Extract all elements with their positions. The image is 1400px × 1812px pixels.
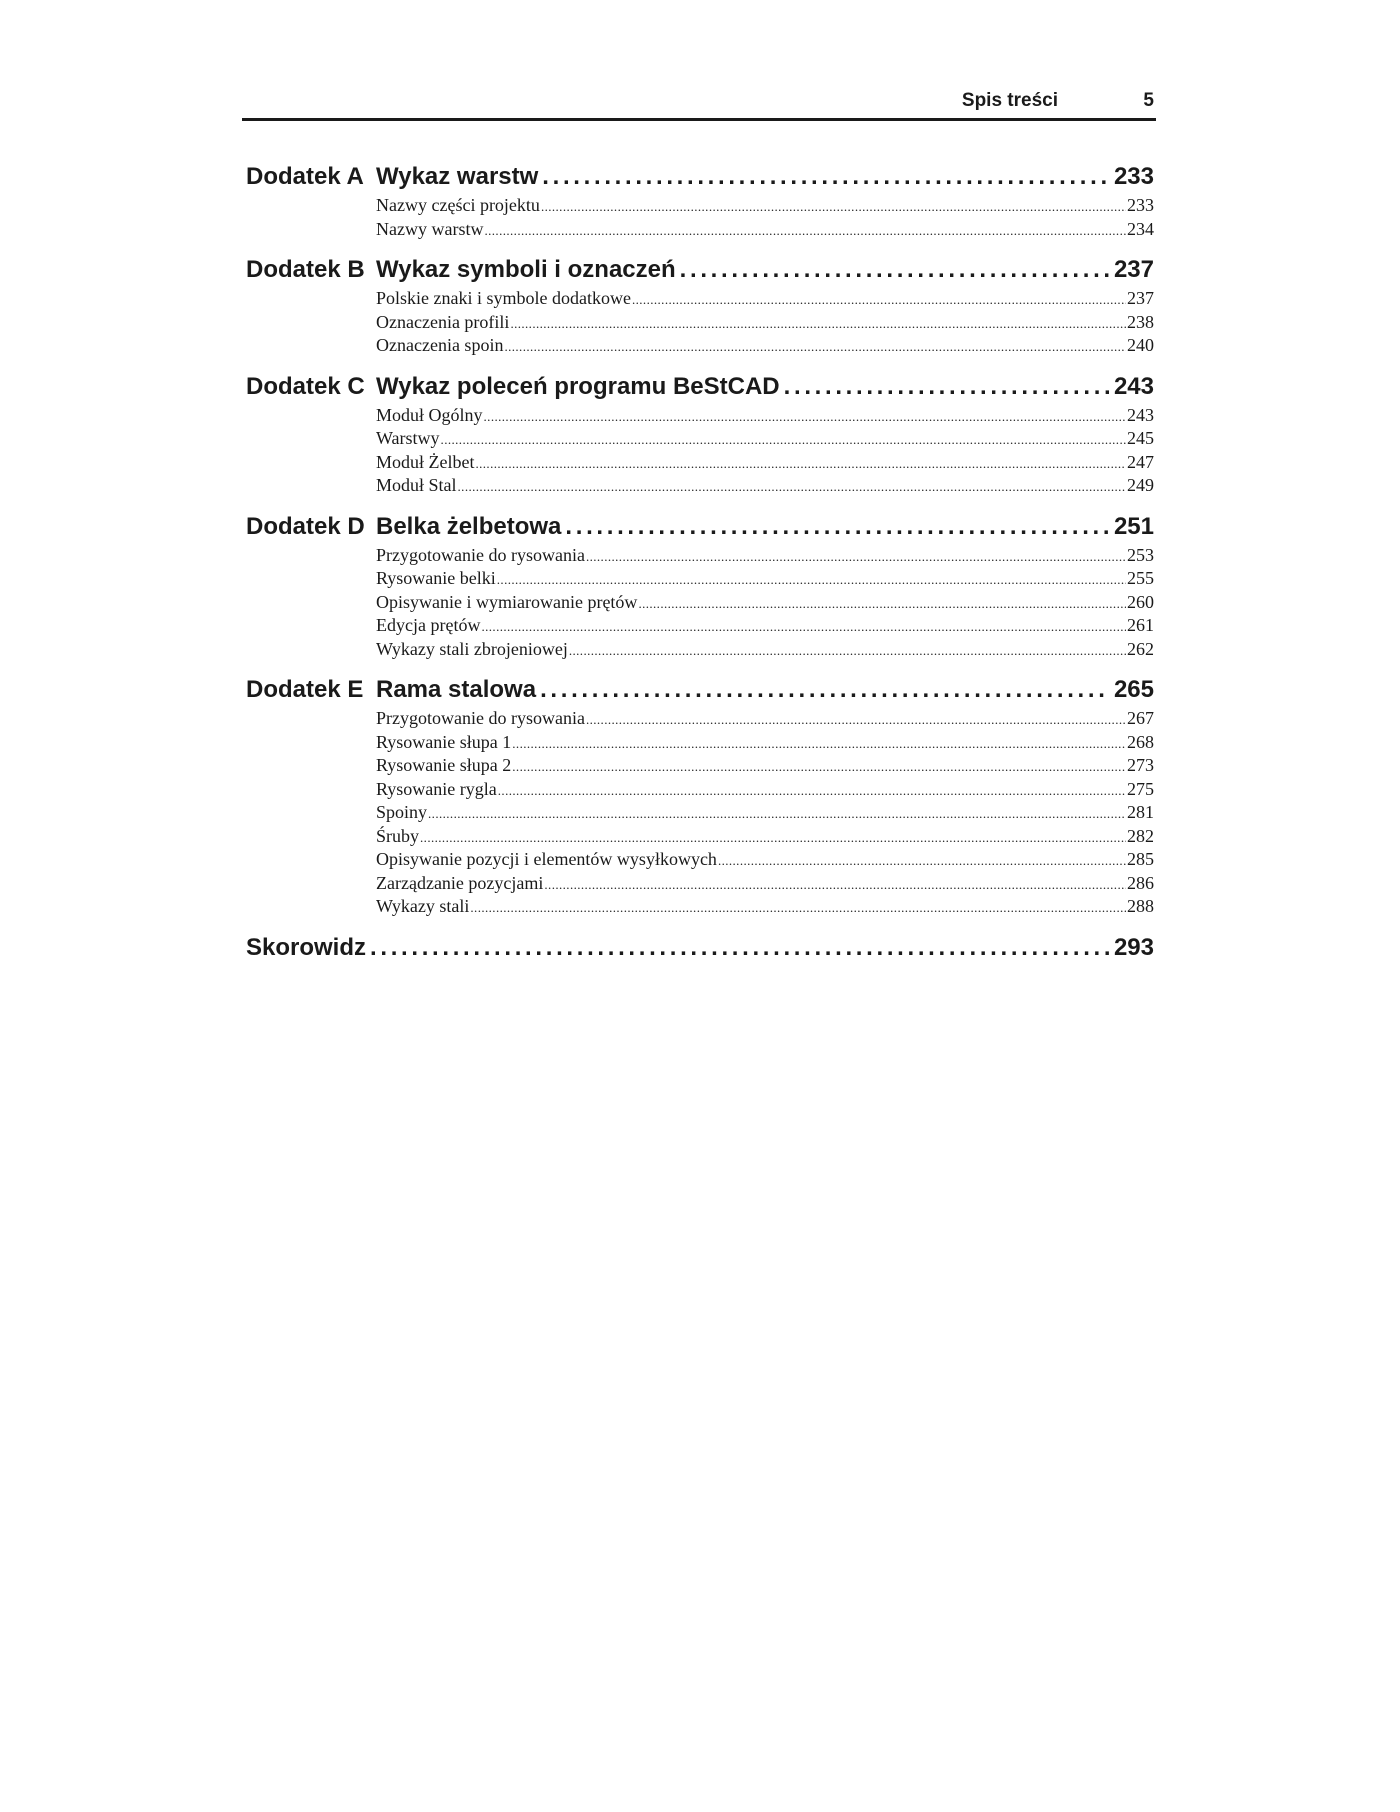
section-title: Nazwy części projektu — [376, 195, 540, 215]
toc-chapter — [246, 510, 1154, 662]
section-page-number: 260 — [1127, 591, 1154, 612]
toc-section-entry[interactable] — [376, 474, 1154, 498]
toc-section-entry[interactable] — [376, 707, 1154, 731]
section-page-number: 261 — [1127, 615, 1154, 635]
chapter-page-number: 243 — [1113, 372, 1154, 400]
toc-section-entry[interactable] — [376, 754, 1154, 778]
chapter-label: Dodatek D — [246, 512, 365, 540]
toc-section-entry[interactable] — [376, 334, 1154, 358]
section-title: Polskie znaki i symbole dodatkowe — [376, 288, 631, 308]
dot-leader — [565, 510, 1110, 544]
section-list — [376, 404, 1154, 498]
chapter-page-number: 233 — [1113, 163, 1154, 190]
section-title: Przygotowanie do rysowania — [376, 544, 585, 565]
section-page-number: 253 — [1127, 544, 1154, 565]
chapter-label: Dodatek C — [246, 372, 365, 400]
dot-leader — [420, 825, 1126, 850]
chapter-heading[interactable] — [246, 160, 1154, 194]
dot-leader — [484, 218, 1126, 243]
section-title: Wykazy stali — [376, 896, 470, 916]
toc-section-entry[interactable] — [376, 567, 1154, 591]
dot-leader — [569, 638, 1126, 663]
section-title: Śruby — [376, 825, 420, 846]
section-page-number: 268 — [1127, 731, 1154, 752]
toc-section-entry[interactable] — [376, 872, 1154, 896]
section-list — [376, 544, 1154, 662]
section-list — [376, 707, 1154, 919]
section-title: Moduł Stal — [376, 475, 457, 495]
chapter-label: Dodatek E — [246, 676, 364, 703]
section-title: Oznaczenia profili — [376, 311, 510, 332]
dot-leader — [718, 848, 1126, 873]
index-heading[interactable] — [246, 931, 1154, 965]
toc-section-entry[interactable] — [376, 451, 1154, 475]
table-of-contents — [246, 160, 1154, 965]
section-title: Rysowanie belki — [376, 568, 496, 588]
dot-leader — [586, 707, 1126, 732]
chapter-title: Belka żelbetowa — [376, 512, 562, 540]
section-title: Rysowanie słupa 2 — [376, 755, 512, 775]
chapter-title: Wykaz symboli i oznaczeń — [376, 256, 676, 283]
section-page-number: 237 — [1127, 288, 1154, 308]
dot-leader — [784, 370, 1110, 404]
toc-section-entry[interactable] — [376, 801, 1154, 825]
toc-section-entry[interactable] — [376, 638, 1154, 662]
section-page-number: 234 — [1127, 218, 1154, 239]
toc-section-entry[interactable] — [376, 895, 1154, 919]
chapter-label: Dodatek A — [246, 163, 364, 190]
chapter-title: Wykaz poleceń programu BeStCAD — [376, 372, 780, 400]
dot-leader — [484, 404, 1126, 429]
section-page-number: 285 — [1127, 849, 1154, 869]
section-page-number: 238 — [1127, 311, 1154, 332]
chapter-label: Dodatek B — [246, 256, 365, 283]
section-title: Nazwy warstw — [376, 218, 484, 239]
chapter-heading[interactable] — [246, 370, 1154, 404]
toc-section-entry[interactable] — [376, 311, 1154, 335]
section-page-number: 267 — [1127, 708, 1154, 728]
dot-leader — [512, 754, 1126, 779]
toc-chapter — [246, 160, 1154, 241]
dot-leader — [458, 474, 1126, 499]
section-page-number: 288 — [1127, 896, 1154, 916]
toc-section-entry[interactable] — [376, 591, 1154, 615]
section-title: Warstwy — [376, 428, 440, 448]
dot-leader — [586, 544, 1126, 569]
section-title: Spoiny — [376, 802, 428, 822]
section-page-number: 240 — [1127, 335, 1154, 355]
dot-leader — [542, 160, 1110, 194]
chapter-title: Wykaz warstw — [376, 163, 539, 190]
toc-index-entry — [246, 931, 1154, 965]
section-title: Rysowanie rygla — [376, 778, 497, 799]
toc-section-entry[interactable] — [376, 404, 1154, 428]
section-list — [376, 194, 1154, 241]
toc-section-entry[interactable] — [376, 287, 1154, 311]
chapter-title: Rama stalowa — [376, 676, 537, 703]
dot-leader — [632, 287, 1126, 312]
dot-leader — [512, 731, 1126, 756]
section-title: Opisywanie pozycji i elementów wysyłkowych — [376, 849, 717, 869]
toc-section-entry[interactable] — [376, 848, 1154, 872]
toc-section-entry[interactable] — [376, 218, 1154, 242]
dot-leader — [470, 895, 1126, 920]
dot-leader — [638, 591, 1126, 616]
toc-section-entry[interactable] — [376, 614, 1154, 638]
section-page-number: 286 — [1127, 872, 1154, 893]
toc-section-entry[interactable] — [376, 194, 1154, 218]
section-title: Edycja prętów — [376, 615, 481, 635]
section-page-number: 245 — [1127, 428, 1154, 448]
index-page-number: 293 — [1113, 933, 1154, 961]
section-title: Wykazy stali zbrojeniowej — [376, 638, 568, 659]
dot-leader — [370, 931, 1110, 965]
dot-leader — [541, 194, 1126, 219]
dot-leader — [475, 451, 1126, 476]
section-title: Rysowanie słupa 1 — [376, 731, 512, 752]
chapter-page-number: 265 — [1113, 676, 1154, 703]
section-page-number: 273 — [1127, 755, 1154, 775]
dot-leader — [481, 614, 1126, 639]
chapter-heading[interactable] — [246, 253, 1154, 287]
toc-chapter — [246, 370, 1154, 498]
toc-section-entry[interactable] — [376, 731, 1154, 755]
section-title: Moduł Ogólny — [376, 404, 483, 425]
section-page-number: 255 — [1127, 568, 1154, 588]
toc-chapter — [246, 673, 1154, 919]
toc-section-entry[interactable] — [376, 544, 1154, 568]
dot-leader — [510, 311, 1126, 336]
section-page-number: 249 — [1127, 475, 1154, 495]
dot-leader — [441, 427, 1126, 452]
toc-chapter — [246, 253, 1154, 358]
section-list — [376, 287, 1154, 358]
chapter-heading[interactable] — [246, 673, 1154, 707]
section-page-number: 282 — [1127, 825, 1154, 846]
dot-leader — [544, 872, 1126, 897]
toc-section-entry[interactable] — [376, 778, 1154, 802]
dot-leader — [497, 567, 1126, 592]
chapter-page-number: 237 — [1113, 256, 1154, 283]
section-page-number: 281 — [1127, 802, 1154, 822]
section-title: Przygotowanie do rysowania — [376, 708, 585, 728]
section-title: Opisywanie i wymiarowanie prętów — [376, 591, 638, 612]
section-title: Oznaczenia spoin — [376, 335, 504, 355]
section-title: Moduł Żelbet — [376, 451, 475, 472]
header-title: Spis treści — [961, 90, 1058, 111]
dot-leader — [680, 253, 1110, 287]
section-page-number: 262 — [1127, 638, 1154, 659]
chapter-heading[interactable] — [246, 510, 1154, 544]
section-page-number: 243 — [1127, 404, 1154, 425]
toc-section-entry[interactable] — [376, 427, 1154, 451]
section-title: Zarządzanie pozycjami — [376, 872, 544, 893]
chapter-page-number: 251 — [1113, 512, 1154, 540]
section-page-number: 247 — [1127, 451, 1154, 472]
dot-leader — [428, 801, 1126, 826]
dot-leader — [540, 673, 1110, 707]
header-page-number: 5 — [1143, 90, 1154, 111]
running-header — [242, 88, 1156, 121]
section-page-number: 233 — [1127, 195, 1154, 215]
dot-leader — [498, 778, 1126, 803]
index-title: Skorowidz — [246, 933, 367, 961]
dot-leader — [504, 334, 1126, 359]
section-page-number: 275 — [1127, 778, 1154, 799]
toc-section-entry[interactable] — [376, 825, 1154, 849]
